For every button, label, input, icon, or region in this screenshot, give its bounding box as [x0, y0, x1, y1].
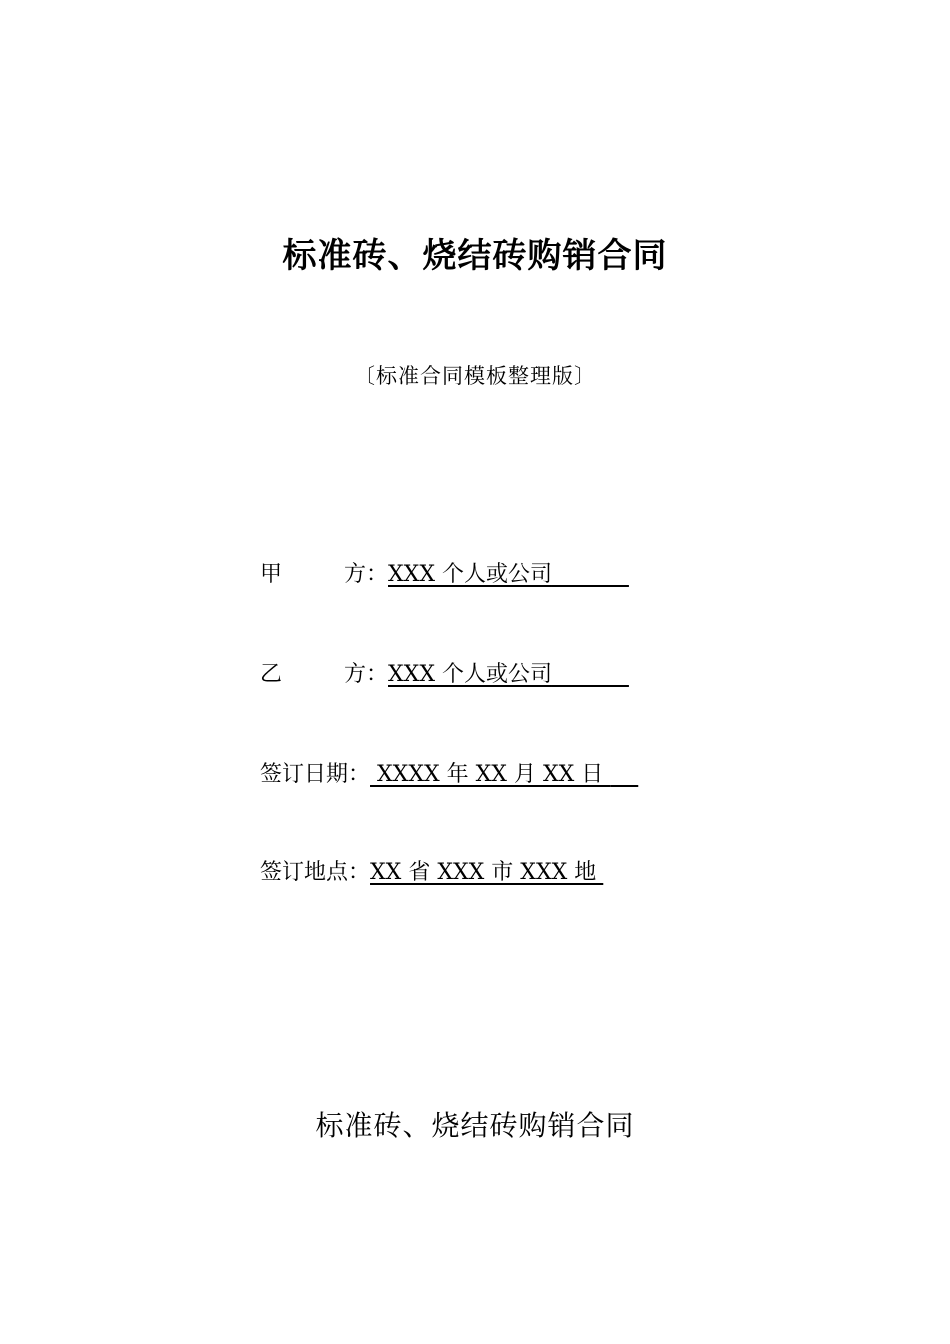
sign-date-label: 签订日期：: [260, 762, 371, 787]
sign-place-label: 签订地点：: [260, 860, 371, 885]
party-a-label-second: 方：: [343, 562, 388, 587]
party-b-underline-blank: [552, 660, 629, 690]
sign-date-value-text: XXXX 年 XX 月 XX 日: [370, 762, 611, 787]
document-subtitle: 〔标准合同模板整理版〕: [354, 364, 596, 388]
party-b-field: [260, 660, 629, 690]
party-a-value-text: XXX 个人或公司: [388, 562, 552, 587]
sign-place-value-text: XX 省 XXX 市 XXX 地: [370, 860, 604, 885]
party-b-value: [388, 660, 629, 690]
sign-date-underline-blank: [610, 760, 638, 790]
document-title: 标准砖、烧结砖购销合同: [282, 236, 668, 276]
party-a-label: [260, 560, 388, 590]
party-a-field: [260, 560, 629, 590]
party-a-value: [388, 560, 629, 590]
sign-date-value: [370, 760, 638, 790]
sign-place-field: [260, 858, 603, 888]
party-a-label-first: 甲: [260, 562, 283, 587]
sign-place-value: [370, 858, 603, 888]
party-b-label-first: 乙: [260, 662, 283, 687]
party-b-label: [260, 660, 388, 690]
party-a-underline-blank: [552, 560, 629, 590]
contract-body-title: 标准砖、烧结砖购销合同: [315, 1109, 635, 1142]
sign-date-field: [260, 760, 638, 790]
party-b-label-second: 方：: [343, 662, 388, 687]
party-b-value-text: XXX 个人或公司: [388, 662, 552, 687]
